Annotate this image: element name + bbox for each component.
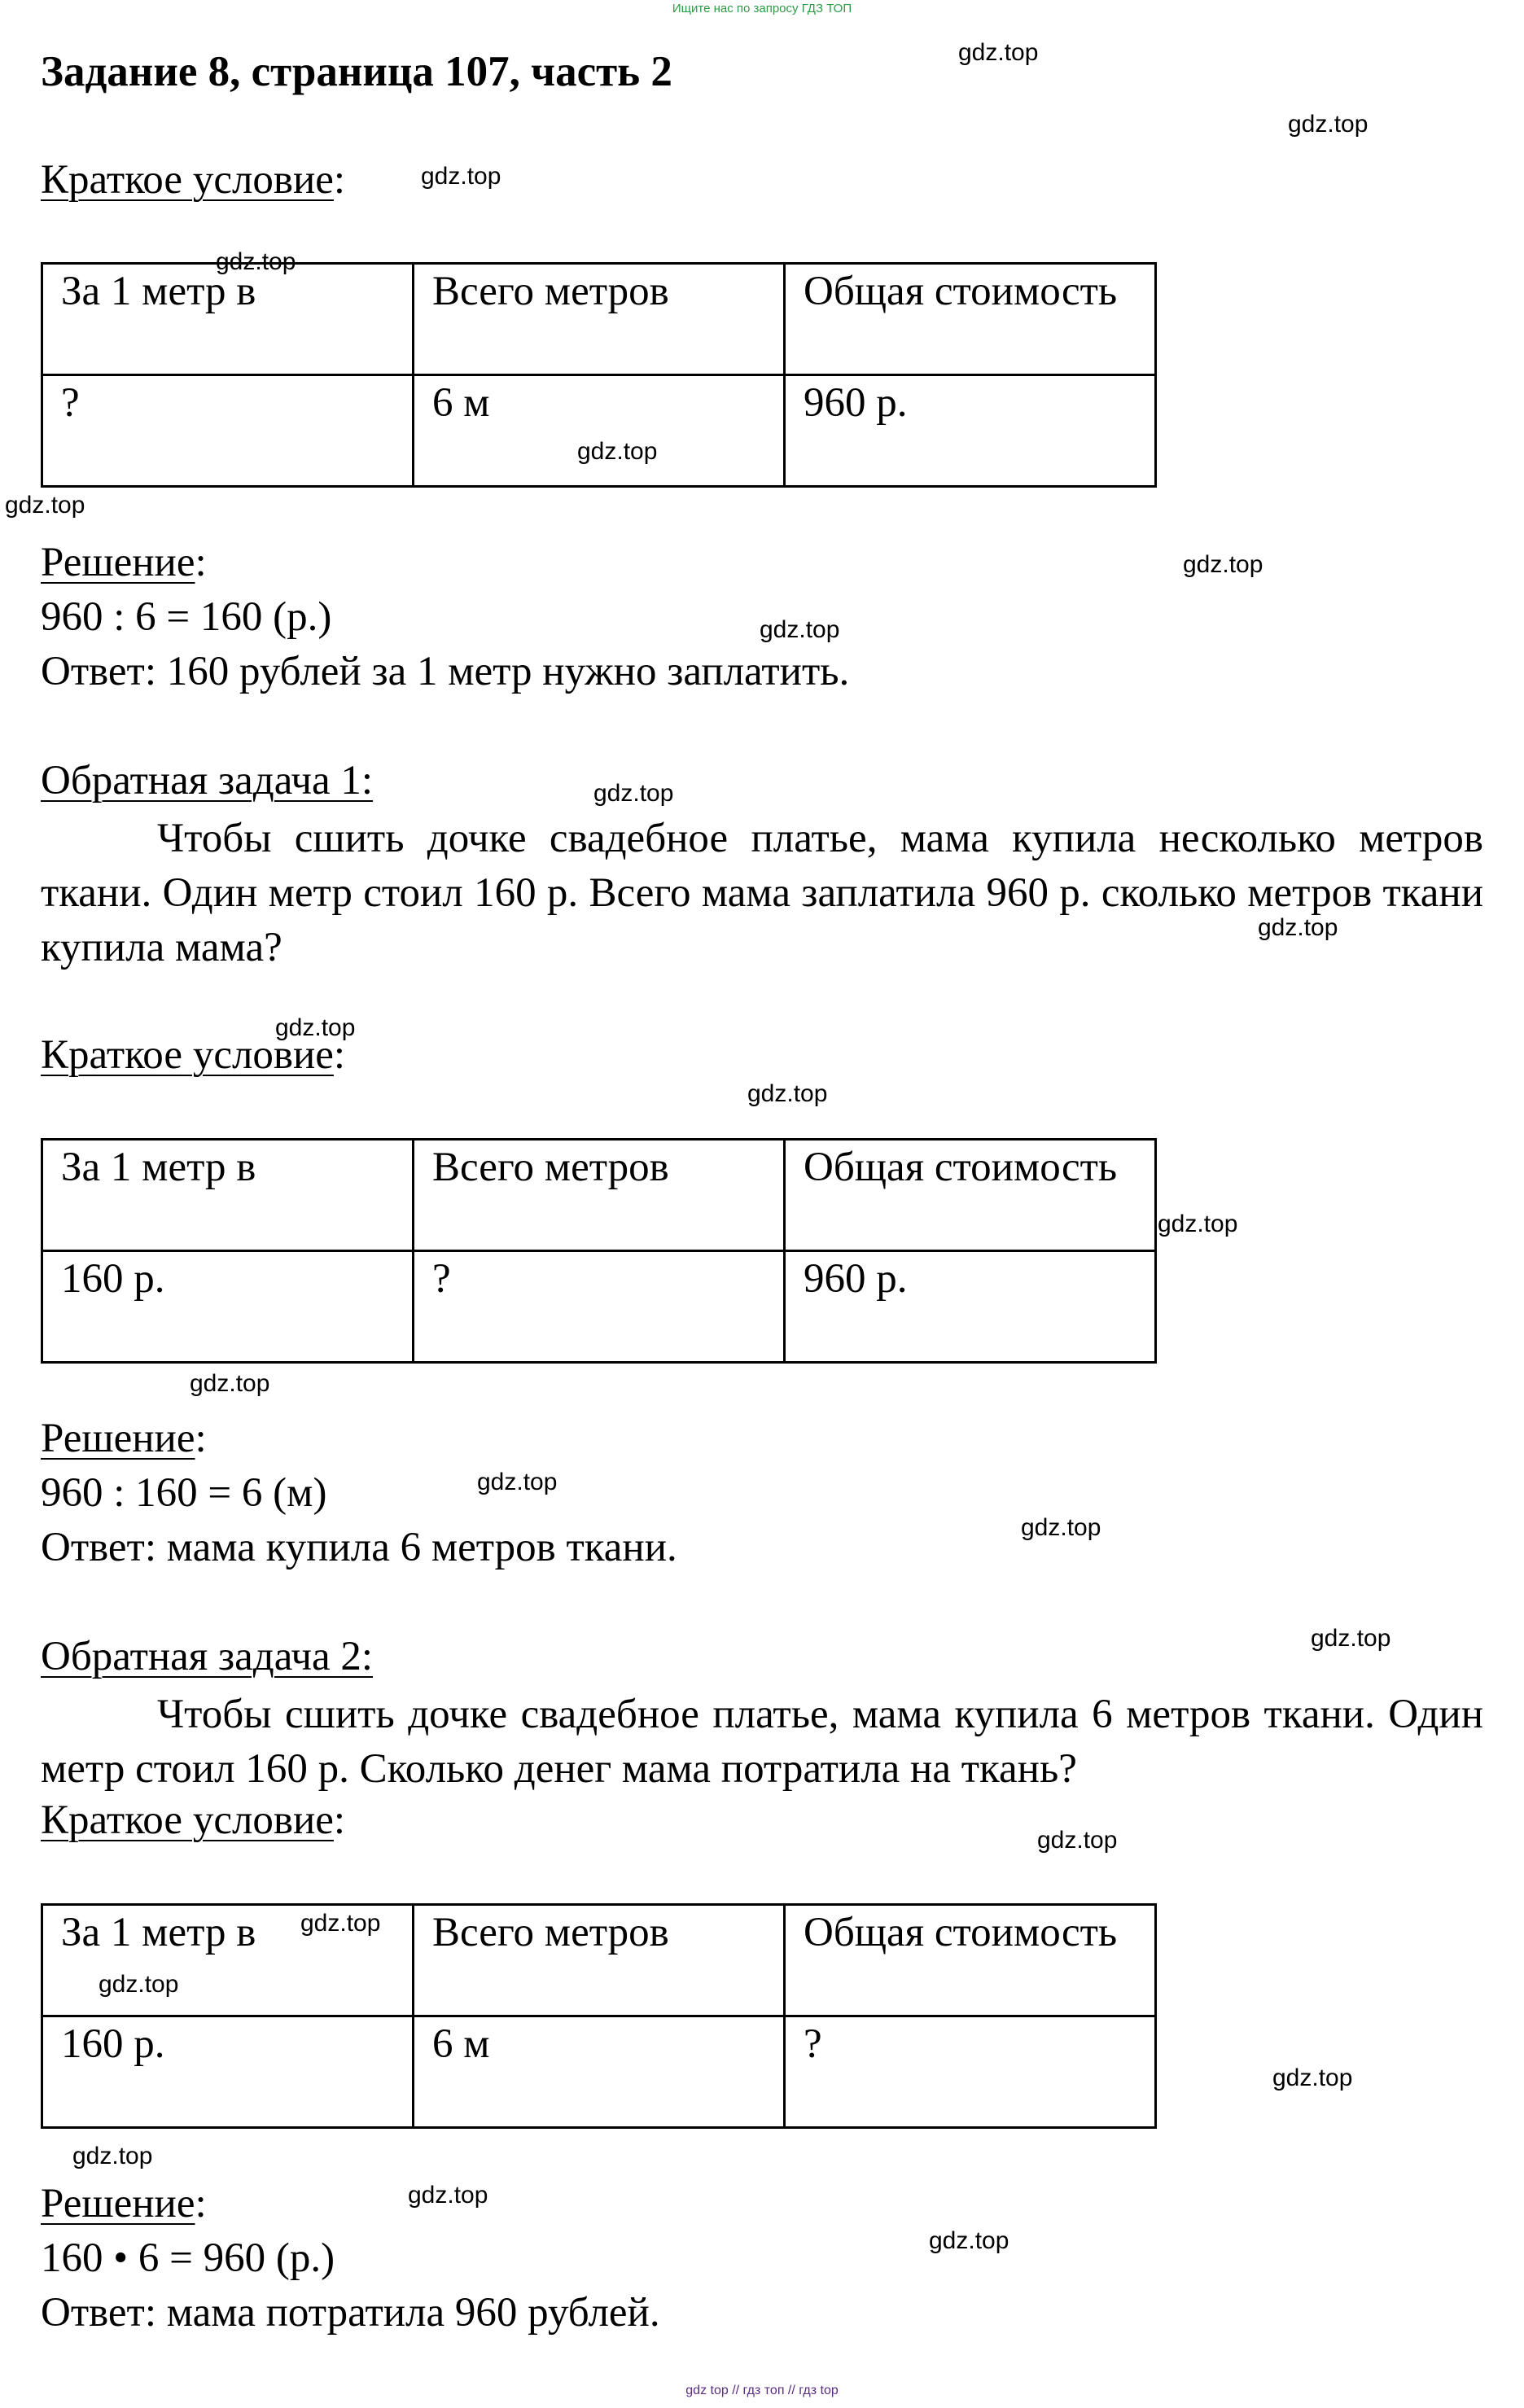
watermark: gdz.top	[300, 1910, 381, 1937]
footer-text: gdz top // гдз топ // гдз top	[685, 2384, 839, 2397]
watermark: gdz.top	[216, 248, 296, 275]
solution-heading-3	[41, 2180, 207, 2227]
watermark: gdz.top	[1037, 1827, 1118, 1854]
table-header-row	[42, 1140, 1156, 1251]
condition-table-2	[41, 1138, 1157, 1364]
watermark: gdz.top	[477, 1469, 558, 1495]
watermark: gdz.top	[5, 492, 85, 519]
answer-2: Ответ: мама купила 6 метров ткани.	[41, 1525, 677, 1570]
header-cell-price: За 1 метр в	[42, 1140, 414, 1251]
watermark: gdz.top	[593, 780, 674, 807]
inverse-task-1-heading	[41, 757, 373, 804]
colon: :	[333, 1797, 346, 1843]
inverse-task-1-label: Обратная задача 1:	[41, 758, 374, 803]
solution-label: Решение	[41, 540, 195, 585]
watermark: gdz.top	[577, 438, 658, 465]
table-row	[42, 2016, 1156, 2128]
cell-price: 160 р.	[42, 2016, 414, 2128]
solution-label: Решение	[41, 1416, 195, 1461]
colon: :	[333, 157, 346, 203]
header-cell-total: Общая стоимость	[785, 1905, 1156, 2016]
cell-total: 960 р.	[785, 375, 1156, 487]
table-row	[42, 375, 1156, 487]
page-title: Задание 8, страница 107, часть 2	[41, 48, 672, 95]
watermark: gdz.top	[190, 1370, 270, 1397]
watermark: gdz.top	[1021, 1514, 1101, 1541]
solution-heading-2	[41, 1415, 207, 1462]
colon: :	[195, 540, 207, 585]
solution-expression-1: 960 : 6 = 160 (р.)	[41, 594, 332, 640]
cell-price: ?	[42, 375, 414, 487]
cell-meters: 6 м	[414, 2016, 785, 2128]
condition-heading-1	[41, 156, 345, 204]
cell-meters: ?	[414, 1251, 785, 1363]
watermark: gdz.top	[1272, 2064, 1353, 2091]
inverse-task-2-label: Обратная задача 2:	[41, 1634, 374, 1679]
header-cell-total: Общая стоимость	[785, 264, 1156, 375]
watermark: gdz.top	[1288, 111, 1369, 138]
header-cell-meters: Всего метров	[414, 1140, 785, 1251]
watermark: gdz.top	[1311, 1625, 1391, 1652]
colon: :	[333, 1032, 346, 1078]
header-cell-meters: Всего метров	[414, 264, 785, 375]
solution-label: Решение	[41, 2181, 195, 2226]
cell-price: 160 р.	[42, 1251, 414, 1363]
solution-heading-1	[41, 539, 207, 586]
cell-total: ?	[785, 2016, 1156, 2128]
answer-3: Ответ: мама потратила 960 рублей.	[41, 2290, 660, 2336]
solution-expression-3: 160 • 6 = 960 (р.)	[41, 2235, 335, 2281]
colon: :	[195, 2181, 207, 2226]
header-cell-price: За 1 метр в	[42, 1905, 414, 2016]
condition-label: Краткое условие	[41, 1797, 334, 1843]
header-cell-total: Общая стоимость	[785, 1140, 1156, 1251]
watermark: gdz.top	[1158, 1211, 1238, 1237]
table-header-row	[42, 264, 1156, 375]
header-cell-meters: Всего метров	[414, 1905, 785, 2016]
watermark: gdz.top	[421, 163, 501, 190]
inverse-task-1-text: Чтобы сшить дочке свадебное платье, мама купила несколько метров ткани. Один метр стоил 160 р. Всего мама заплатила 960 р. сколько метров ткани купила мама?	[41, 816, 1483, 970]
header-cell-price: За 1 метр в	[42, 264, 414, 375]
table-header-row	[42, 1905, 1156, 2016]
condition-label: Краткое условие	[41, 157, 334, 203]
colon: :	[195, 1416, 207, 1461]
watermark: gdz.top	[99, 1971, 179, 1998]
watermark: gdz.top	[72, 2143, 153, 2169]
condition-heading-3	[41, 1797, 345, 1844]
top-banner-text: Ищите нас по запросу ГДЗ ТОП	[672, 2, 852, 15]
watermark: gdz.top	[1258, 914, 1338, 941]
condition-label: Краткое условие	[41, 1032, 334, 1078]
cell-meters: 6 м	[414, 375, 785, 487]
table-row	[42, 1251, 1156, 1363]
solution-expression-2: 960 : 160 = 6 (м)	[41, 1470, 327, 1516]
watermark: gdz.top	[747, 1080, 828, 1107]
answer-1: Ответ: 160 рублей за 1 метр нужно заплатить.	[41, 649, 850, 694]
watermark: gdz.top	[760, 616, 840, 643]
watermark: gdz.top	[958, 39, 1039, 66]
condition-table-3	[41, 1903, 1157, 2129]
watermark: gdz.top	[408, 2182, 488, 2209]
inverse-task-2-heading	[41, 1633, 373, 1680]
watermark: gdz.top	[275, 1014, 356, 1041]
inverse-task-2-text: Чтобы сшить дочке свадебное платье, мама купила 6 метров ткани. Один метр стоил 160 р. Сколько денег мама потратила на ткань?	[41, 1692, 1483, 1792]
watermark: gdz.top	[929, 2227, 1009, 2254]
cell-total: 960 р.	[785, 1251, 1156, 1363]
watermark: gdz.top	[1183, 551, 1263, 578]
